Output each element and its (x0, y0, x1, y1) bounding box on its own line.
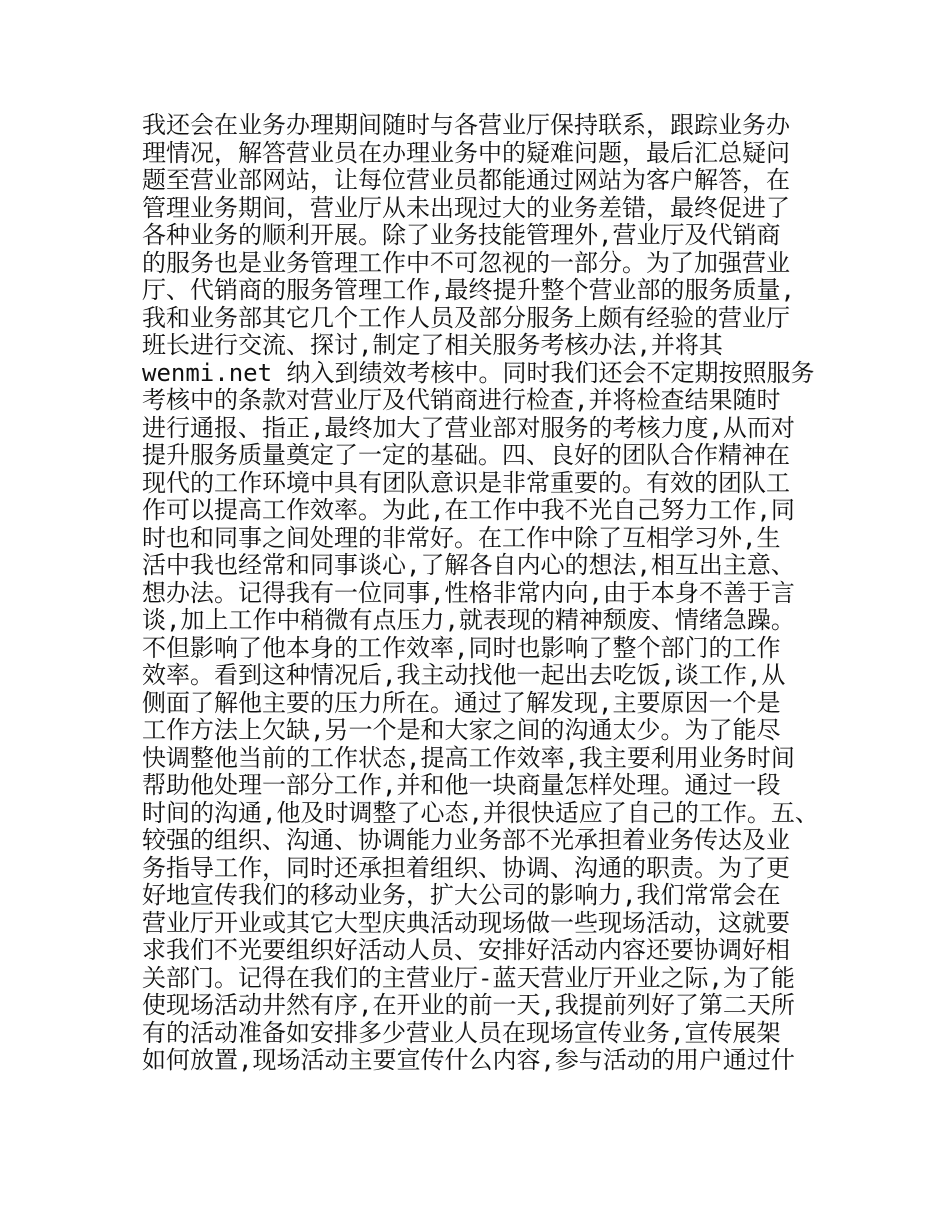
text-line: 效率。看到这种情况后,我主动找他一起出去吃饭,谈工作,从 (142, 661, 786, 689)
text-line: 求我们不光要组织好活动人员、安排好活动内容还要协调好相 (142, 936, 790, 964)
text-line: 快调整他当前的工作状态,提高工作效率,我主要利用业务时间 (142, 743, 795, 772)
text-line: 考核中的条款对营业厅及代销商进行检查,并将检查结果随时 (142, 386, 781, 414)
text-line: 班长进行交流、探讨,制定了相关服务考核办法,并将其 (142, 331, 723, 359)
text-line: 务指导工作，同时还承担着组织、协调、沟通的职责。为了更 (142, 853, 790, 882)
text-line: 理情况，解答营业员在办理业务中的疑难问题，最后汇总疑问 (142, 138, 790, 167)
text-line: 厅、代销商的服务管理工作,最终提升整个营业部的服务质量, (142, 276, 795, 304)
text-line: 谈,加上工作中稍微有点压力,就表现的精神颓废、情绪急躁。 (142, 606, 795, 634)
text-line: 好地宣传我们的移动业务，扩大公司的影响力,我们常常会在 (142, 881, 781, 909)
text-line: 工作方法上欠缺,另一个是和大家之间的沟通太少。为了能尽 (142, 716, 781, 744)
text-line: 我还会在业务办理期间随时与各营业厅保持联系，跟踪业务办 (142, 111, 790, 139)
text-line: 提升服务质量奠定了一定的基础。四、良好的团队合作精神在 (142, 441, 790, 469)
text-line: 作可以提高工作效率。为此,在工作中我不光自己努力工作,同 (142, 496, 795, 524)
text-line: 营业厅开业或其它大型庆典活动现场做一些现场活动，这就要 (142, 908, 790, 937)
text-line: 帮助他处理一部分工作,并和他一块商量怎样处理。通过一段 (142, 771, 781, 799)
body-text (142, 112, 822, 1075)
text-line: 想办法。记得我有一位同事,性格非常内向,由于本身不善于言 (142, 578, 795, 607)
text-line: 活中我也经常和同事谈心,了解各自内心的想法,相互出主意、 (142, 551, 795, 579)
text-line: 时间的沟通,他及时调整了心态,并很快适应了自己的工作。五、 (142, 798, 819, 827)
text-line: 各种业务的顺利开展。除了业务技能管理外,营业厅及代销商 (142, 221, 781, 249)
text-line: 进行通报、指正,最终加大了营业部对服务的考核力度,从而对 (142, 413, 795, 442)
text-line: 有的活动准备如安排多少营业人员在现场宣传业务,宣传展架 (142, 1018, 781, 1047)
text-line: 如何放置,现场活动主要宣传什么内容,参与活动的用户通过什 (142, 1046, 795, 1074)
text-line: wenmi.net 纳入到绩效考核中。同时我们还会不定期按照服务 (142, 358, 815, 387)
text-line: 较强的组织、沟通、协调能力业务部不光承担着业务传达及业 (142, 826, 790, 854)
text-line: 管理业务期间，营业厅从未出现过大的业务差错，最终促进了 (142, 193, 790, 222)
text-line: 题至营业部网站，让每位营业员都能通过网站为客户解答，在 (142, 166, 790, 194)
text-line: 侧面了解他主要的压力所在。通过了解发现,主要原因一个是 (142, 688, 781, 717)
text-line: 的服务也是业务管理工作中不可忽视的一部分。为了加强营业 (142, 248, 790, 277)
text-line: 不但影响了他本身的工作效率,同时也影响了整个部门的工作 (142, 633, 781, 662)
text-line: 现代的工作环境中具有团队意识是非常重要的。有效的团队工 (142, 468, 790, 497)
text-line: 使现场活动井然有序,在开业的前一天,我提前列好了第二天所 (142, 991, 795, 1019)
text-line: 关部门。记得在我们的主营业厅-蓝天营业厅开业之际,为了能 (142, 963, 795, 992)
text-line: 我和业务部其它几个工作人员及部分服务上颇有经验的营业厅 (142, 303, 790, 332)
text-line: 时也和同事之间处理的非常好。在工作中除了互相学习外,生 (142, 523, 781, 552)
